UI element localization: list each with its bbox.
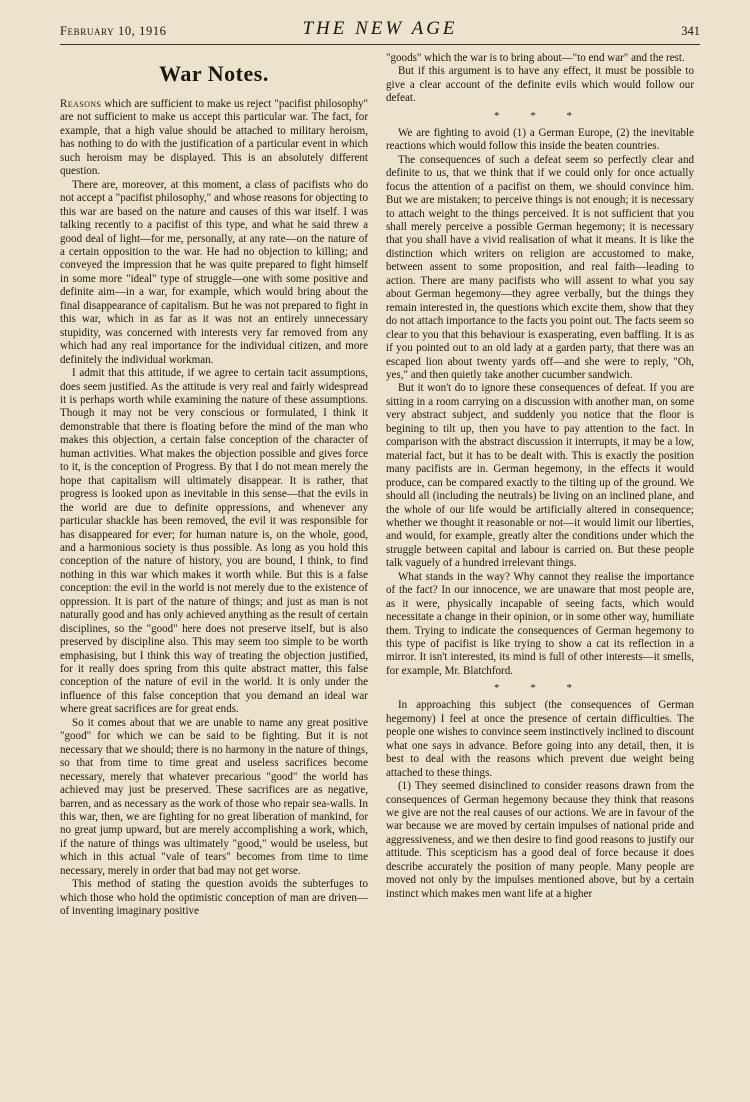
header-date: February 10, 1916 (60, 24, 167, 38)
right-paragraph-2: But if this argument is to have any effect, it must be possible to give a clear account of the definite evils which would follow our defeat. (386, 65, 694, 105)
right-paragraph-6: What stands in the way? Why cannot they realise the importance of the fact? In our innocence, we are unaware that most people are, as it were, physically incapable of seeing facts, which would necessitate a change in their opinion, or in some other way, humiliate them. Trying to indicate the consequences of German hegemony to this type of pacifist is like trying to show a cat its reflection in a mirror. It isn't interested, its mind is full of other interests—it smells, for example, Mr. Blatchford. (386, 570, 694, 677)
left-paragraph-1-text: which are sufficient to make us reject "pacifist philosophy" are not sufficient to make us accept this particular war. The fact, for example, that a high value should be attached to military heroism, has nothing to do with the justification of a particular event in which such heroism may be displayed. This is an absolutely different question. (60, 98, 369, 178)
right-paragraph-5: But it won't do to ignore these consequences of defeat. If you are sitting in a room carrying on a discussion with another man, on some very abstract subject, and suddenly you notice that the floor is begining to tilt up, then you have to pay attention to the fact. In comparison with the abstract discussion it interrupts, it may be a low, material fact, but it has to be dealt with. This is exactly the position many pacifists are in. German hegemony, in the effects it would produce, can be compared exactly to the tilting up of the ground. We should all (including the neutrals) be living on an inclined plane, and the whole of our life would be artificially altered in consequence; whether we thought it reasonable or not—it would limit our liberties, and would, for example, greatly alter the conditions under which the struggle between capital and labour is carried on. But these people talk vaguely of a hundred irrelevant things. (386, 382, 694, 570)
page-header (60, 18, 700, 45)
left-paragraph-1 (60, 98, 368, 179)
left-paragraph-4: So it comes about that we are unable to name any great positive "good" for which we can be said to be fighting. But it is not necessary that we should; there is no harmony in the nature of things, so that from time to time great and useless sacrifices become necessary, merely that whatever precarious "good" the world has achieved may just be preserved. These sacrifices are as negative, barren, and as necessary as the work of those who repair sea-walls. In this war, then, we are fighting for no great liberation of mankind, for no great jump upward, but are merely accomplishing a work, which, if the nature of things was ultimately "good," would be useless, but which in this actual "vale of tears" becomes from time to time necessary, merely in order that bad may not get worse. (60, 716, 368, 877)
right-paragraph-3: We are fighting to avoid (1) a German Europe, (2) the inevitable reactions which would follow this inside the beaten countries. (386, 126, 694, 153)
right-paragraph-4: The consequences of such a defeat seem so perfectly clear and definite to us, that we think that if we could only for once actually focus the attention of a pacifist on them, we should convince him. But we are mistaken; to perceive things is not enough; it is necessary to attach weight to the things perceived. It is not sufficient that you shall merely perceive a possible German hegemony; it is necessary that you shall have a vivid realisation of what it means. It is like the distinction which writers on religion are accustomed to make, between assent to some proposition, and real faith—leading to action. There are many pacifists who will assent to what you say about German hegemony—they agree verbally, but the things they remain interested in, the questions which excite them, show that they do not attach importance to the facts you point out. The facts seem so clear to you that this behaviour is exasperating, even baffling. It is as if you pointed out to an old lady at a garden party, that there was an escaped lion about twenty yards off—and she were to reply, "Oh, yes," and then quietly take another cucumber sandwich. (386, 153, 694, 381)
section-separator-2: * * * (494, 682, 586, 695)
left-paragraph-3: I admit that this attitude, if we agree to certain tacit assumptions, does seem justified. As the attitude is very real and fairly widespread it is perhaps worth while examining the nature of these assumptions. Though it may not be very conscious or formulated, I think it demonstrable that there is floating before the mind of the man who makes this objection, a certain false conception of the character of human activities. What makes the objection possible and gives force to it, is the conception of Progress. By that I do not mean merely the hope that capitalism will ultimately disappear. It is rather, that progress is looked upon as inevitable in this sense—that the evils in the world are due to definite oppressions, and whenever any particular shackle has been removed, the evil it was responsible for has disappeared for ever; for human nature is, on the whole, good, and a harmonious society is thus possible. As long as you hold this conception of the nature of history, you are bound, I think, to find nothing in this war which makes it worth while. But this is a false conception: the evil in the world is not merely due to the existence of oppression. It is part of the nature of things; and just as man is not naturally good and has only achieved anything as the result of certain disciplines, so the "good" here does not preserve itself, but is also preserved by discipline also. This may seem too simple to be worth emphasising, but I think this way of treating the objection justified, for it really does spring from this quite abstract matter, this false conception of the nature of evil in the world. It is only under the influence of this false conception that you demand an ideal war where great sacrifices are for great ends. (60, 367, 368, 716)
right-column (386, 52, 694, 901)
left-paragraph-2: There are, moreover, at this moment, a class of pacifists who do not accept a "pacifist philosophy," and whose reasons for objecting to this war are based on the nature and causes of this war itself. I was talking recently to a pacifist of this type, and what he said threw a good deal of light—for me, personally, at any rate—on the nature of a certain opposition to the war. He had no objection to killing; and conveyed the impression that he was quite prepared to fight himself in some more "ideal" type of struggle—one with some positive and definite aim—in a war, for example, which would bring about the final disappearance of capitalism. But he was not prepared to fight in this war, which in as far as it was not an entirely unnecessary stupidity, was concerned with interests very far removed from any which had any real importance for the individual citizen, and more definitely the individual workman. (60, 178, 368, 366)
right-paragraph-7: In approaching this subject (the consequences of German hegemony) I feel at once the presence of certain difficulties. The people one wishes to convince seem instinctively inclined to discount what one says in advance. Before going into any detail, then, it is best to deal with the reasons which prevent due weight being attached to these things. (386, 699, 694, 779)
lead-word: Reasons (60, 98, 102, 110)
header-title: THE NEW AGE (302, 18, 458, 39)
right-paragraph-8: (1) They seemed disinclined to consider reasons drawn from the consequences of German hegemony because they think that reasons we give are not the real causes of our actions. We are in favour of the war because we are moved by certain impulses of national pride and aggressiveness, and we then desire to find good reasons to justify our attitude. This scepticism has a good deal of force because it does describe accurately the position of many people. Many people are moved not only by the impulses mentioned above, but by a certain instinct which makes men want life at a higher (386, 780, 694, 900)
left-paragraph-5: This method of stating the question avoids the subterfuges to which those who hold the optimistic conception of man are driven—of inventing imaginary positive (60, 878, 368, 918)
article-title: War Notes. (159, 61, 269, 86)
left-column (60, 52, 368, 919)
right-paragraph-1: "goods" which the war is to bring about—"to end war" and the rest. (386, 52, 685, 64)
section-separator-1: * * * (494, 109, 586, 122)
header-page-number: 341 (681, 24, 700, 38)
